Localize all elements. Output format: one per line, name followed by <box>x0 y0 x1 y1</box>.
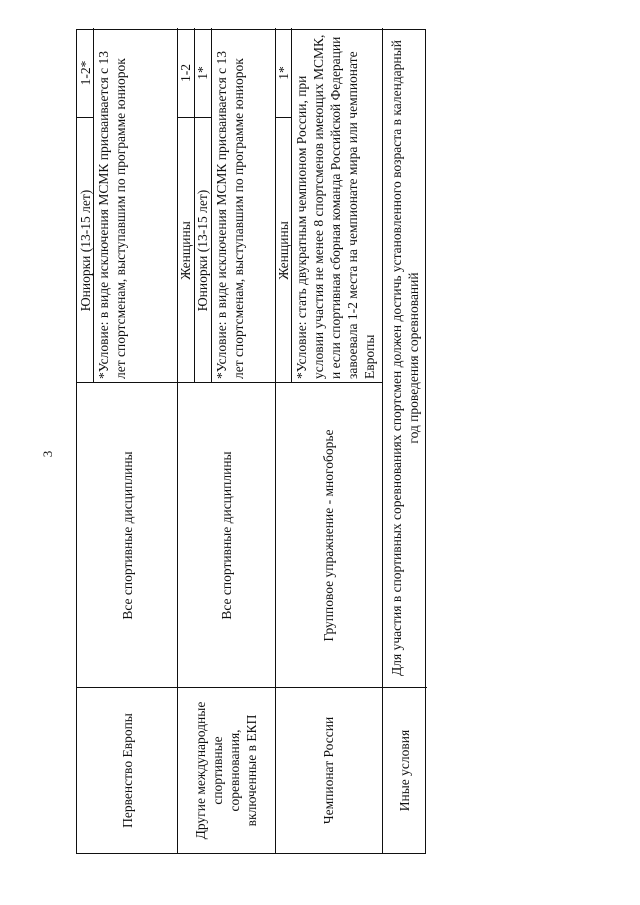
group-label: Женщины <box>178 221 193 280</box>
group-label: Женщины <box>275 221 291 280</box>
event-cell: Первенство Европы <box>119 713 135 828</box>
other-conditions-text: Для участия в спортивных соревнованиях спортсмен должен достичь установленного возраста в календарный год проведения соревнований <box>388 40 421 676</box>
event-cell: Чемпионат России <box>321 716 336 825</box>
discipline-cell: Все спортивные дисциплины <box>218 451 234 620</box>
rotated-table-wrapper <box>76 29 426 854</box>
discipline-cell: Групповое упражнение - многоборье <box>321 429 336 642</box>
event-cell: Иные условия <box>397 729 412 812</box>
event-cell: Другие международные спортивные соревнования, включенные в ЕКП <box>193 701 259 840</box>
group-label: Юниорки (13-15 лет) <box>195 189 210 312</box>
condition-note: *Условие: стать двукратным чемпионом России, при условии участия не менее 8 спортсменов имеющих МСМК, и если спортивная сборная команда Российской Федерации завоевала 1-2 места на чемпионате мира или чемпионате Европы <box>294 34 377 379</box>
page-number: 3 <box>40 450 55 458</box>
discipline-cell: Все спортивные дисциплины <box>119 451 135 620</box>
place-value: 1-2 <box>178 64 193 82</box>
condition-note: *Условие: в виде исключения МСМК присваивается с 13 лет спортсменам, выступавшим по программе юниорок <box>96 50 128 379</box>
qualification-table <box>76 29 426 854</box>
condition-note: *Условие: в виде исключения МСМК присваивается с 13 лет спортсменам, выступавшим по программе юниорок <box>214 50 246 379</box>
group-label: Юниорки (13-15 лет) <box>77 189 93 312</box>
place-value: 1* <box>195 66 210 80</box>
place-value: 1-2* <box>77 60 93 86</box>
place-value: 1* <box>275 66 291 80</box>
